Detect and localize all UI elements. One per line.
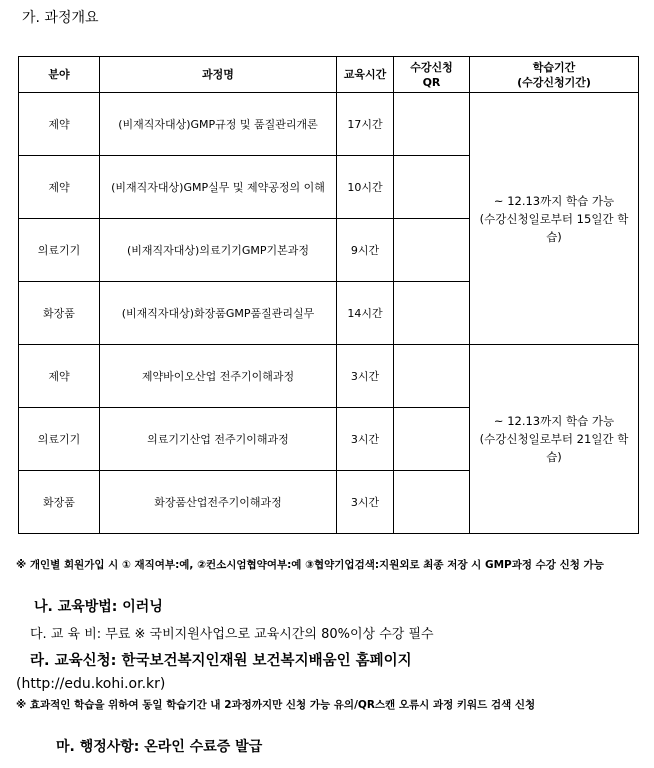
cell-course: 의료기기산업 전주기이해과정 (100, 408, 337, 471)
cell-field: 화장품 (19, 282, 100, 345)
cell-hours: 14시간 (337, 282, 394, 345)
cell-hours: 9시간 (337, 219, 394, 282)
header-hours: 교육시간 (337, 57, 394, 93)
cell-qr[interactable] (394, 282, 470, 345)
application-note: ※ 효과적인 학습을 위하여 동일 학습기간 내 2과정까지만 신청 가능 유의/QR스캔 오류시 과정 키워드 검색 신청 (16, 699, 536, 711)
cell-qr[interactable] (394, 93, 470, 156)
education-method: 나. 교육방법: 이러닝 (34, 599, 163, 615)
table-row (19, 93, 639, 156)
cell-course: (비재직자대상)GMP실무 및 제약공정의 이해 (100, 156, 337, 219)
cell-course: 화장품산업전주기이해과정 (100, 471, 337, 534)
header-course: 과정명 (100, 57, 337, 93)
cell-field: 화장품 (19, 471, 100, 534)
cell-course: (비재직자대상)GMP규정 및 품질관리개론 (100, 93, 337, 156)
cell-hours: 10시간 (337, 156, 394, 219)
admin-info: 마. 행정사항: 온라인 수료증 발급 (56, 739, 263, 755)
cell-course: 제약바이오산업 전주기이해과정 (100, 345, 337, 408)
section-heading: 가. 과정개요 (22, 10, 99, 26)
header-period-line1: 학습기간 (532, 60, 576, 74)
cell-hours: 17시간 (337, 93, 394, 156)
cell-period-group2 (470, 345, 639, 534)
cell-field: 제약 (19, 345, 100, 408)
cell-field: 의료기기 (19, 408, 100, 471)
period1-line2: (수강신청일로부터 15일간 학습) (479, 211, 629, 244)
cell-field: 의료기기 (19, 219, 100, 282)
cell-field: 제약 (19, 93, 100, 156)
period1-line1: ~ 12.13까지 학습 가능 (493, 193, 615, 208)
course-table (18, 56, 639, 534)
header-qr (394, 57, 470, 93)
cell-hours: 3시간 (337, 408, 394, 471)
cell-qr[interactable] (394, 471, 470, 534)
header-period-line2: (수강신청기간) (517, 75, 591, 89)
education-fee: 다. 교 육 비: 무료 ※ 국비지원사업으로 교육시간의 80%이상 수강 필수 (30, 627, 434, 642)
cell-qr[interactable] (394, 345, 470, 408)
cell-qr[interactable] (394, 408, 470, 471)
cell-qr[interactable] (394, 219, 470, 282)
table-header-row (19, 57, 639, 93)
header-period (470, 57, 639, 93)
header-qr-line2: QR (422, 75, 441, 89)
header-field: 분야 (19, 57, 100, 93)
cell-course: (비재직자대상)의료기기GMP기본과정 (100, 219, 337, 282)
cell-course: (비재직자대상)화장품GMP품질관리실무 (100, 282, 337, 345)
application-info: 라. 교육신청: 한국보건복지인재원 보건복지배움인 홈페이지 (30, 653, 412, 669)
cell-hours: 3시간 (337, 345, 394, 408)
table-row (19, 345, 639, 408)
cell-period-group1 (470, 93, 639, 345)
period2-line2: (수강신청일로부터 21일간 학습) (479, 432, 629, 464)
cell-hours: 3시간 (337, 471, 394, 534)
cell-qr[interactable] (394, 156, 470, 219)
registration-note: ※ 개인별 회원가입 시 ① 재직여부:예, ②컨소시엄협약여부:예 ③협약기업검색:지원외로 최종 저장 시 GMP과정 수강 신청 가능 (16, 559, 604, 571)
period2-line1: ~ 12.13까지 학습 가능 (493, 414, 615, 428)
header-qr-line1: 수강신청 (410, 60, 453, 74)
application-url[interactable]: (http://edu.kohi.or.kr) (16, 676, 166, 692)
cell-field: 제약 (19, 156, 100, 219)
